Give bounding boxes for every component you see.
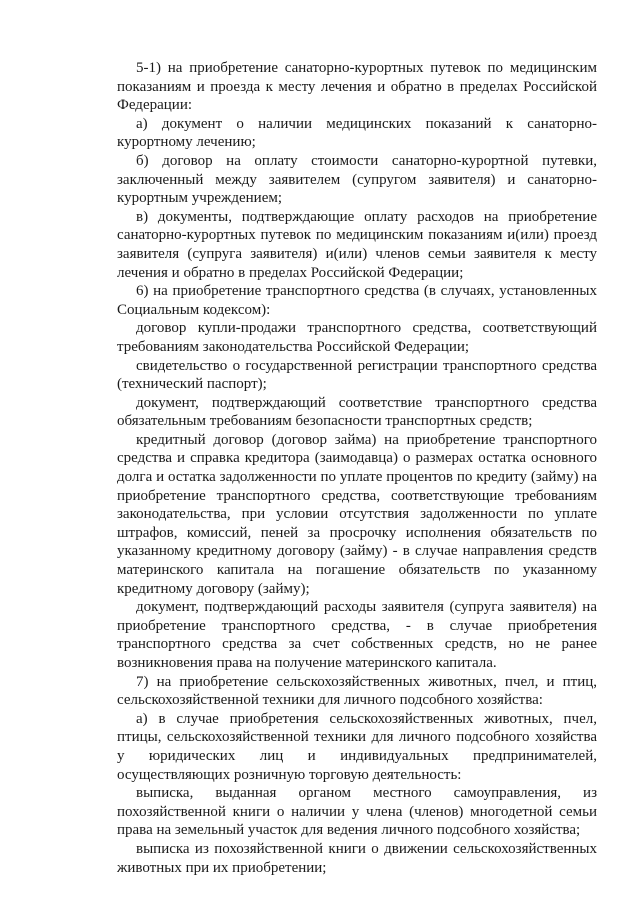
paragraph-7-extract-land: выписка, выданная органом местного самоуправления, из похозяйственной книги о наличии у члена (членов) многодетной семьи права на земельный участок для ведения личного подсобного хозяйства; bbox=[117, 785, 597, 839]
paragraph-6-expenses: документ, подтверждающий расходы заявителя (супруга заявителя) на приобретение транспортного средства, - в случае приобретения транспортного средства за счет собственных средств, но не ранее возникновения права на получение материнского капитала. bbox=[117, 599, 597, 671]
paragraph-6-heading: 6) на приобретение транспортного средства (в случаях, установленных Социальным кодексом): bbox=[117, 283, 597, 318]
paragraph-7-heading: 7) на приобретение сельскохозяйственных животных, пчел, и птиц, сельскохозяйственной техники для личного подсобного хозяйства: bbox=[117, 673, 597, 709]
paragraph-7-a: а) в случае приобретения сельскохозяйственных животных, пчел, птицы, сельскохозяйственной техники для личного подсобного хозяйства у юридических лиц и индивидуальных предпринимателей, осуществляющих розничную торговую деятельность: bbox=[117, 710, 597, 783]
paragraph-6-contract: договор купли-продажи транспортного средства, соответствующий требованиям законодательства Российской Федерации; bbox=[117, 320, 597, 355]
paragraph-5-1-a: а) документ о наличии медицинских показаний к санаторно-курортному лечению; bbox=[117, 115, 597, 151]
paragraph-6-registration: свидетельство о государственной регистрации транспортного средства (технический паспорт); bbox=[117, 357, 597, 393]
paragraph-5-1-b: б) договор на оплату стоимости санаторно-курортной путевки, заключенный между заявителем (супругом заявителя) и санаторно-курортным учреждением; bbox=[117, 152, 597, 207]
paragraph-6-compliance: документ, подтверждающий соответствие транспортного средства обязательным требованиям безопасности транспортных средств; bbox=[117, 394, 597, 430]
document-body bbox=[117, 59, 597, 877]
paragraph-5-1-c: в) документы, подтверждающие оплату расходов на приобретение санаторно-курортных путевок по медицинским показаниям и(или) проезд заявителя (супруга заявителя) и(или) членов семьи заявителя к месту лечения и обратно в пределах Российской Федерации; bbox=[117, 208, 597, 281]
paragraph-6-credit: кредитный договор (договор займа) на приобретение транспортного средства и справка кредитора (заимодавца) о размерах остатка основного долга и остатка задолженности по уплате процентов по кредиту (займу) на приобретение транспортного средства, соответствующие требованиям законодательства, при условии отсутствия задолженности по уплате штрафов, комиссий, пеней за просрочку исполнения обязательств по указанному кредитному договору (займу) - в случае направления средств материнского капитала на погашение обязательств по указанному кредитному договору (займу); bbox=[117, 431, 597, 597]
paragraph-7-extract-livestock: выписка из похозяйственной книги о движении сельскохозяйственных животных при их приобретении; bbox=[117, 840, 597, 876]
paragraph-5-1-heading: 5-1) на приобретение санаторно-курортных путевок по медицинским показаниям и проезда к месту лечения и обратно в пределах Российской Федерации: bbox=[117, 60, 597, 114]
